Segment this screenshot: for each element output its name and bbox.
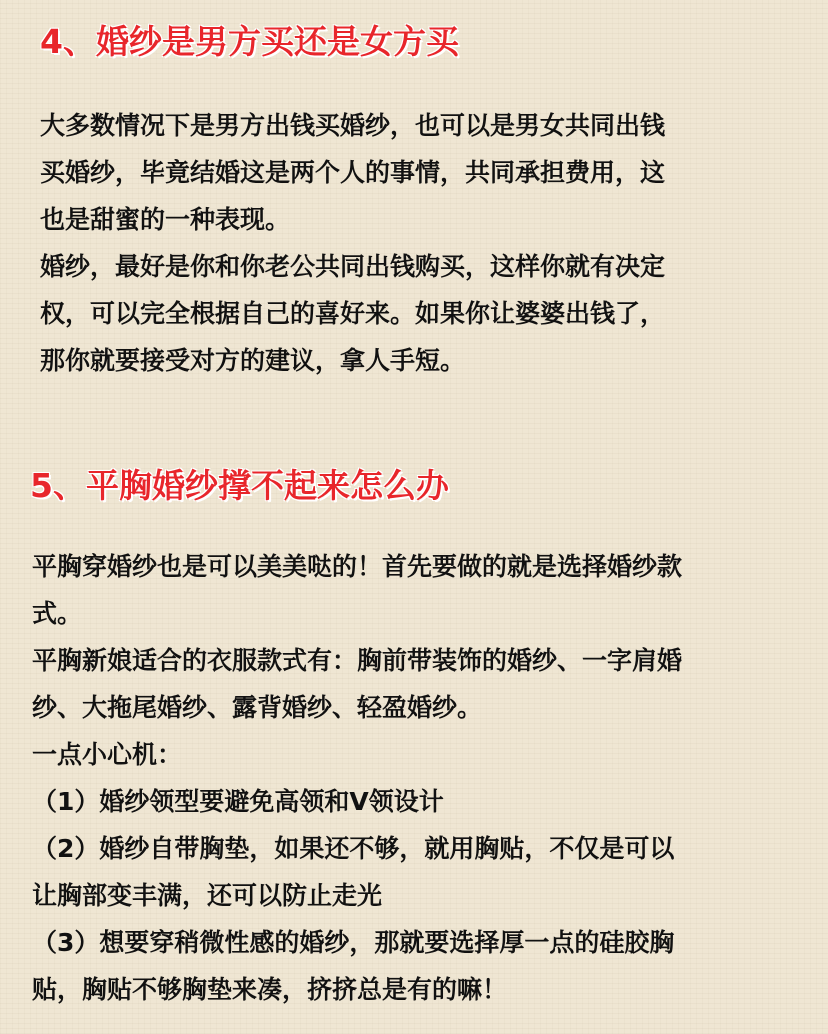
section-4-body [40, 102, 665, 384]
section-5-line: 平胸新娘适合的衣服款式有：胸前带装饰的婚纱、一字肩婚 [32, 646, 683, 675]
section-5-line: 让胸部变丰满，还可以防止走光 [32, 881, 383, 910]
section-4-line: 婚纱，最好是你和你老公共同出钱购买，这样你就有决定 [40, 252, 666, 281]
section-5-line: 纱、大拖尾婚纱、露背婚纱、轻盈婚纱。 [32, 693, 483, 722]
section-5-line: 平胸穿婚纱也是可以美美哒的！首先要做的就是选择婚纱款 [32, 552, 683, 581]
section-4-line: 那你就要接受对方的建议，拿人手短。 [40, 346, 466, 375]
section-5-line: 一点小心机： [32, 740, 183, 769]
section-4-line: 权，可以完全根据自己的喜好来。如果你让婆婆出钱了， [40, 299, 666, 328]
section-5-heading: 5、平胸婚纱撑不起来怎么办 [30, 466, 449, 505]
section-4-line: 买婚纱，毕竟结婚这是两个人的事情，共同承担费用，这 [40, 158, 666, 187]
section-5-line: 贴，胸贴不够胸垫来凑，挤挤总是有的嘛！ [32, 975, 508, 1004]
section-4-line: 大多数情况下是男方出钱买婚纱，也可以是男女共同出钱 [40, 111, 666, 140]
section-4-line: 也是甜蜜的一种表现。 [40, 205, 291, 234]
section-5-line: （1）婚纱领型要避免高领和V领设计 [32, 787, 444, 816]
section-5-line: （3）想要穿稍微性感的婚纱，那就要选择厚一点的硅胶胸 [32, 928, 675, 957]
section-5-line: （2）婚纱自带胸垫，如果还不够，就用胸贴，不仅是可以 [32, 834, 675, 863]
section-5-line: 式。 [32, 599, 83, 628]
section-4-heading: 4、婚纱是男方买还是女方买 [40, 22, 459, 61]
section-5-body [32, 543, 682, 1013]
